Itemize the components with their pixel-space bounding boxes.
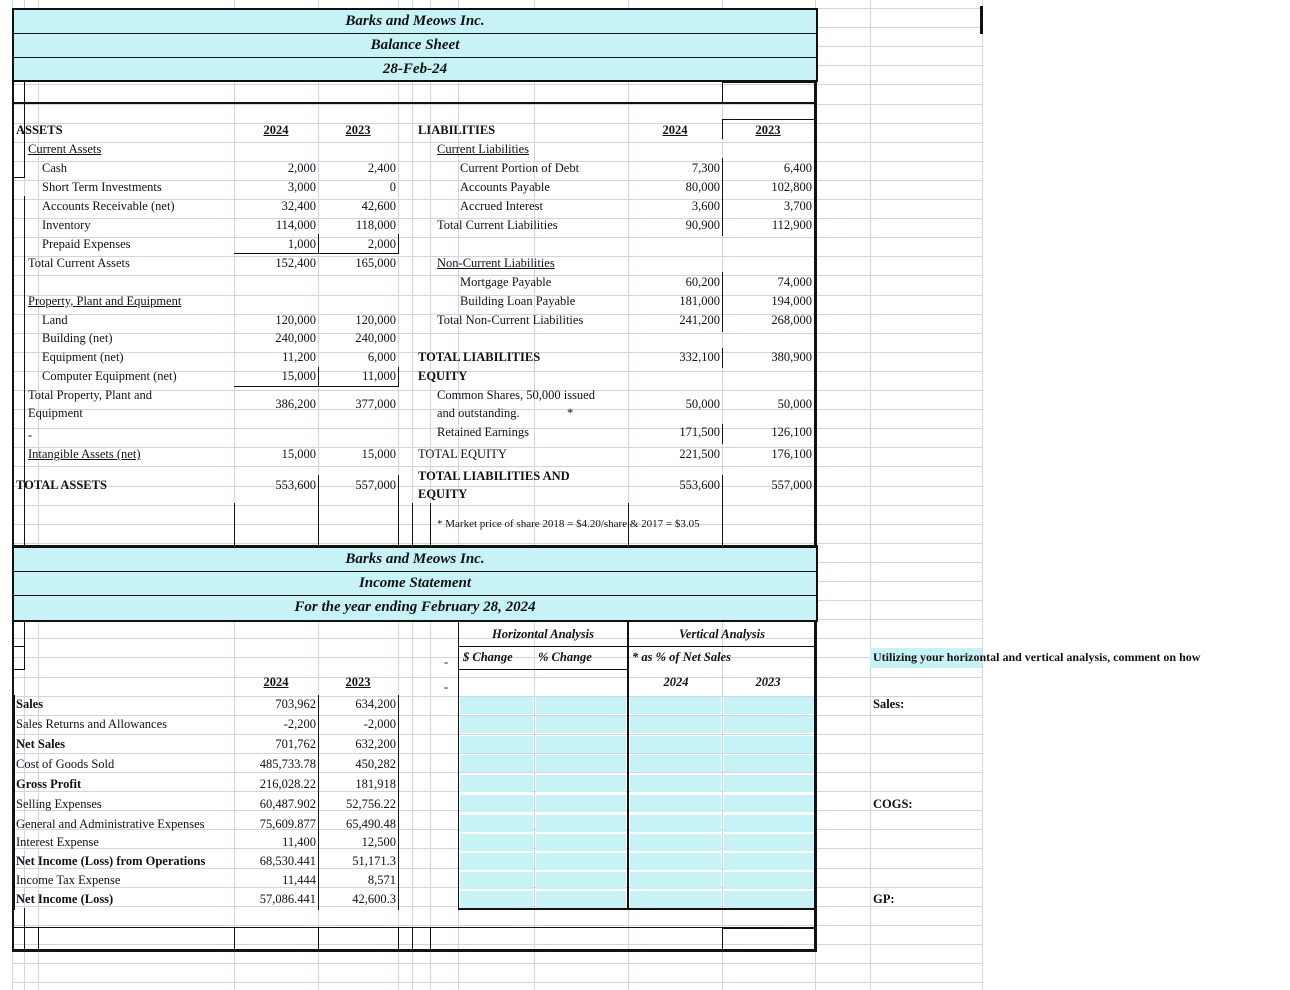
dash-marker-1: - <box>444 655 449 669</box>
is-row-label: Net Income (Loss) from Operations <box>16 854 206 868</box>
liabilities-year-2024: 2024 <box>662 123 688 137</box>
inventory-2024: 114,000 <box>275 218 316 232</box>
equipment-2023: 6,000 <box>367 350 396 364</box>
is-row-2023: 632,200 <box>355 737 396 751</box>
is-row-label: Net Sales <box>16 737 65 751</box>
total-current-assets-label: Total Current Assets <box>28 256 130 270</box>
is-company-name: Barks and Meows Inc. <box>345 551 485 567</box>
total-assets-2023: 557,000 <box>355 478 396 492</box>
pct-of-net-sales-header: * as % of Net Sales <box>632 650 731 664</box>
mortgage-2023: 74,000 <box>777 275 812 289</box>
common-shares-2024: 50,000 <box>685 397 720 411</box>
building-2023: 240,000 <box>355 331 396 345</box>
income-statement-period: For the year ending February 28, 2024 <box>294 599 536 615</box>
accrued-2024: 3,600 <box>691 199 720 213</box>
assets-year-2023: 2023 <box>345 123 371 137</box>
is-row-label: Net Income (Loss) <box>16 892 114 906</box>
is-row-2023: 12,500 <box>361 835 396 849</box>
is-row-label: Cost of Goods Sold <box>16 757 115 771</box>
is-row-2023: 51,171.3 <box>352 854 396 868</box>
is-row-2024: 216,028.22 <box>259 777 316 791</box>
is-row-label: Selling Expenses <box>16 797 102 811</box>
prepaid-2024: 1,000 <box>287 237 316 251</box>
is-row-2024: 485,733.78 <box>259 757 316 771</box>
total-assets-label: TOTAL ASSETS <box>16 478 107 492</box>
total-assets-2024: 553,600 <box>275 478 316 492</box>
current-assets-label: Current Assets <box>28 142 102 156</box>
is-row-2024: 701,762 <box>275 737 316 751</box>
total-ppe-2023: 377,000 <box>355 397 396 411</box>
total-le-label-line1: TOTAL LIABILITIES AND <box>418 469 570 483</box>
total-liabilities-2024: 332,100 <box>679 350 720 364</box>
total-le-2023: 557,000 <box>771 478 812 492</box>
retained-earnings-label: Retained Earnings <box>437 425 529 439</box>
is-row-label: General and Administrative Expenses <box>16 817 205 831</box>
market-price-note: * Market price of share 2018 = $4.20/share & 2017 = $3.05 <box>437 518 700 530</box>
total-liabilities-label: TOTAL LIABILITIES <box>418 350 541 364</box>
equipment-label: Equipment (net) <box>42 350 124 364</box>
short-term-2024: 3,000 <box>287 180 316 194</box>
total-current-assets-2023: 165,000 <box>355 256 396 270</box>
is-row-2024: 57,086.441 <box>259 892 316 906</box>
ar-2023: 42,600 <box>361 199 396 213</box>
is-row-2023: -2,000 <box>363 717 396 731</box>
assets-header: ASSETS <box>16 123 63 137</box>
comment-sales-label: Sales: <box>873 697 905 711</box>
total-current-assets-2024: 152,400 <box>275 256 316 270</box>
is-row-2024: 703,962 <box>275 697 316 711</box>
ppe-header: Property, Plant and Equipment <box>28 294 182 308</box>
current-liabilities-label: Current Liabilities <box>437 142 529 156</box>
land-2024: 120,000 <box>275 313 316 327</box>
total-ppe-label-line1: Total Property, Plant and <box>28 388 152 402</box>
intangible-2023: 15,000 <box>361 447 396 461</box>
cash-2023: 2,400 <box>367 161 396 175</box>
equipment-2024: 11,200 <box>282 350 316 364</box>
is-year-2024: 2024 <box>263 675 289 689</box>
is-row-2024: 11,400 <box>282 835 316 849</box>
current-debt-label: Current Portion of Debt <box>460 161 580 175</box>
is-row-2024: 75,609.877 <box>259 817 316 831</box>
pct-change-header: % Change <box>538 650 592 664</box>
assets-year-2024: 2024 <box>263 123 289 137</box>
total-current-liabilities-2023: 112,900 <box>771 218 812 232</box>
company-name: Barks and Meows Inc. <box>345 13 485 29</box>
common-shares-label-line2: and outstanding. <box>437 406 520 420</box>
horizontal-analysis-header: Horizontal Analysis <box>492 627 594 641</box>
prepaid-label: Prepaid Expenses <box>42 237 131 251</box>
building-label: Building (net) <box>42 331 113 345</box>
comment-cogs-label: COGS: <box>873 797 913 811</box>
is-row-2024: 60,487.902 <box>259 797 316 811</box>
computer-equipment-label: Computer Equipment (net) <box>42 369 177 383</box>
cash-2024: 2,000 <box>287 161 316 175</box>
total-noncurrent-2024: 241,200 <box>679 313 720 327</box>
va-year-2024: 2024 <box>663 675 689 689</box>
computer-equipment-2023: 11,000 <box>362 369 396 383</box>
intangible-label: Intangible Assets (net) <box>28 447 141 461</box>
mortgage-label: Mortgage Payable <box>460 275 552 289</box>
accrued-label: Accrued Interest <box>460 199 543 213</box>
is-row-2023: 634,200 <box>355 697 396 711</box>
ar-2024: 32,400 <box>281 199 316 213</box>
total-le-2024: 553,600 <box>679 478 720 492</box>
current-debt-2024: 7,300 <box>691 161 720 175</box>
inventory-label: Inventory <box>42 218 91 232</box>
building-loan-label: Building Loan Payable <box>460 294 576 308</box>
ap-2023: 102,800 <box>771 180 812 194</box>
dash-marker-2: - <box>444 680 449 694</box>
total-noncurrent-label: Total Non-Current Liabilities <box>437 313 584 327</box>
total-noncurrent-2023: 268,000 <box>771 313 812 327</box>
is-row-label: Sales Returns and Allowances <box>16 717 168 731</box>
comment-gp-label: GP: <box>873 892 895 906</box>
total-equity-label: TOTAL EQUITY <box>418 447 507 461</box>
is-row-2023: 181,918 <box>355 777 396 791</box>
land-2023: 120,000 <box>355 313 396 327</box>
accrued-2023: 3,700 <box>783 199 812 213</box>
dollar-change-header: $ Change <box>463 650 513 664</box>
cash-label: Cash <box>42 161 67 175</box>
common-shares-star: * <box>567 406 574 420</box>
equity-header: EQUITY <box>418 369 468 383</box>
total-equity-2024: 221,500 <box>679 447 720 461</box>
vertical-analysis-header: Vertical Analysis <box>678 627 765 641</box>
is-row-2024: 11,444 <box>282 873 316 887</box>
is-row-label: Interest Expense <box>16 835 99 849</box>
is-row-2023: 65,490.48 <box>346 817 396 831</box>
is-row-2023: 450,282 <box>355 757 396 771</box>
liabilities-header: LIABILITIES <box>418 123 496 137</box>
prepaid-2023: 2,000 <box>367 237 396 251</box>
is-year-2023: 2023 <box>345 675 371 689</box>
ap-2024: 80,000 <box>685 180 720 194</box>
short-term-label: Short Term Investments <box>42 180 162 194</box>
ap-label: Accounts Payable <box>460 180 550 194</box>
total-le-label-line2: EQUITY <box>418 487 468 501</box>
retained-earnings-2023: 126,100 <box>771 425 812 439</box>
is-row-2023: 8,571 <box>367 873 396 887</box>
building-loan-2023: 194,000 <box>771 294 812 308</box>
is-row-2024: 68,530.441 <box>259 854 316 868</box>
comment-prompt: Utilizing your horizontal and vertical analysis, comment on how <box>873 650 1201 664</box>
total-ppe-label-line2: Equipment <box>28 406 83 420</box>
current-debt-2023: 6,400 <box>783 161 812 175</box>
is-row-2024: -2,200 <box>283 717 316 731</box>
intangible-2024: 15,000 <box>281 447 316 461</box>
is-row-2023: 42,600.3 <box>352 892 396 906</box>
total-current-liabilities-2024: 90,900 <box>685 218 720 232</box>
noncurrent-liabilities-label: Non-Current Liabilities <box>437 256 555 270</box>
computer-equipment-2024: 15,000 <box>281 369 316 383</box>
va-year-2023: 2023 <box>755 675 781 689</box>
balance-sheet-title: Balance Sheet <box>370 37 460 53</box>
ar-label: Accounts Receivable (net) <box>42 199 175 213</box>
mortgage-2024: 60,200 <box>685 275 720 289</box>
inventory-2023: 118,000 <box>355 218 396 232</box>
is-row-label: Gross Profit <box>16 777 82 791</box>
building-2024: 240,000 <box>275 331 316 345</box>
balance-sheet-date: 28-Feb-24 <box>382 61 448 77</box>
dash-marker: - <box>28 428 33 442</box>
retained-earnings-2024: 171,500 <box>679 425 720 439</box>
short-term-2023: 0 <box>389 180 396 194</box>
is-row-label: Sales <box>16 697 44 711</box>
total-liabilities-2023: 380,900 <box>771 350 812 364</box>
total-current-liabilities-label: Total Current Liabilities <box>437 218 558 232</box>
total-equity-2023: 176,100 <box>771 447 812 461</box>
land-label: Land <box>42 313 68 327</box>
is-row-2023: 52,756.22 <box>346 797 396 811</box>
common-shares-2023: 50,000 <box>777 397 812 411</box>
liabilities-year-2023: 2023 <box>755 123 781 137</box>
income-statement-title: Income Statement <box>358 575 472 591</box>
building-loan-2024: 181,000 <box>679 294 720 308</box>
total-ppe-2024: 386,200 <box>275 397 316 411</box>
common-shares-label-line1: Common Shares, 50,000 issued <box>437 388 595 402</box>
is-row-label: Income Tax Expense <box>16 873 121 887</box>
